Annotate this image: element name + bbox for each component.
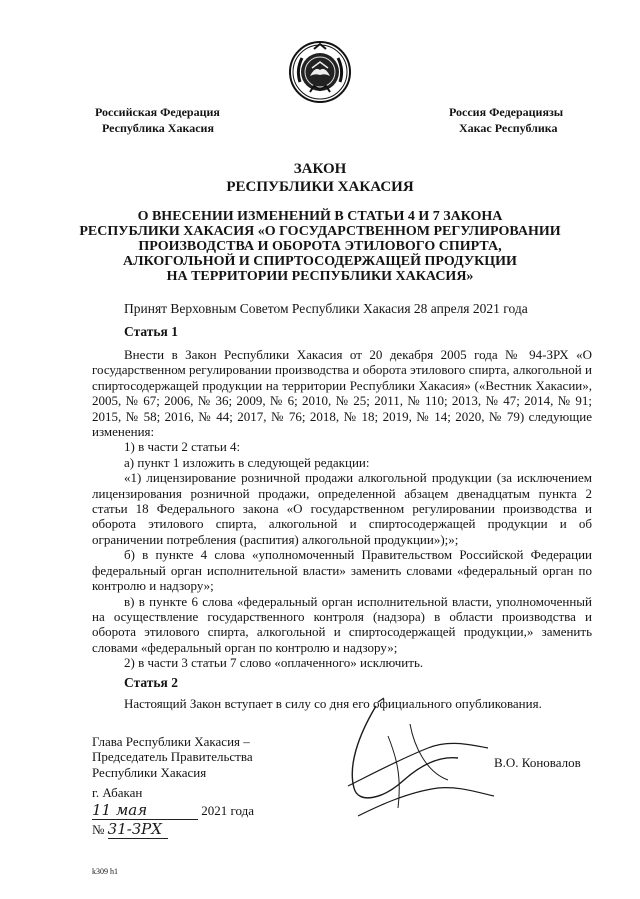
article2-heading: Статья 2 xyxy=(124,675,178,690)
article1-body xyxy=(92,347,592,671)
signatory-name: В.О. Коновалов xyxy=(494,755,581,770)
header-right-line2: Хакас Республика xyxy=(459,121,558,135)
footer-code: k309 h1 xyxy=(92,867,118,876)
header-left xyxy=(95,104,220,136)
article1-item1c: в) в пункте 6 слова «федеральный орган исполнительной власти, уполномоченный на осуществление государственного контроля (надзора) в области производства и оборота этилового спирта, алкогольной и спиртосодержащей продукции,» заменить словами «федеральный орган по контролю и надзору»; xyxy=(92,593,592,655)
law-title-line: ПРОИЗВОДСТВА И ОБОРОТА ЭТИЛОВОГО СПИРТА, xyxy=(138,239,502,254)
law-title xyxy=(60,209,580,284)
law-title-line: РЕСПУБЛИКИ ХАКАСИЯ «О ГОСУДАРСТВЕННОМ РЕГУЛИРОВАНИИ xyxy=(79,224,561,239)
header-left-line2: Республика Хакасия xyxy=(102,121,214,135)
header-right xyxy=(449,104,563,136)
article1-item1b: б) в пункте 4 слова «уполномоченный Правительством Российской Федерации федеральный орган исполнительной власти» заменить словами «федеральный орган по контролю и надзору»; xyxy=(92,547,592,594)
signatory-position-line: Председатель Правительства xyxy=(92,749,253,765)
signatory-position xyxy=(92,734,253,780)
doc-type-title: ЗАКОН xyxy=(293,161,347,177)
article1-item1a-text: «1) лицензирование розничной продажи алкогольной продукции (за исключением лицензирования розничной продажи, определенной абзацем двенадцатым пункта 2 статьи 18 Федерального закона «О государственном регулировании производства и оборота этилового спирта, алкогольной и спиртосодержащей продукции и об ограничении потребления (распития) алкогольной продукции»);»; xyxy=(92,470,592,547)
article1-intro: Внести в Закон Республики Хакасия от 20 декабря 2005 года № 94-ЗРХ «О государственном регулировании производства и оборота этилового спирта, алкогольной и спиртосодержащей продукции на территории Республики Хакасия» («Вестник Хакасии», 2005, № 67; 2006, № 36; 2009, № 6; 2010, № 25; 2011, № 110; 2013, № 47; 2014, № 91; 2015, № 58; 2016, № 44; 2017, № 76; 2018, № 18; 2019, № 14; 2020, № 79) следующие изменения: xyxy=(92,347,592,440)
law-title-line: НА ТЕРРИТОРИИ РЕСПУБЛИКИ ХАКАСИЯ» xyxy=(166,269,474,284)
place-of-signing: г. Абакан xyxy=(92,785,143,800)
handwritten-date: 11 мая xyxy=(92,801,198,820)
article2-text: Настоящий Закон вступает в силу со дня его официального опубликования. xyxy=(124,696,542,711)
article1-item1a: а) пункт 1 изложить в следующей редакции: xyxy=(124,454,370,470)
header-right-line1: Россия Федерациязы xyxy=(449,105,564,119)
law-number xyxy=(92,820,168,839)
coat-of-arms-emblem xyxy=(288,40,352,104)
handwritten-number: 31-ЗРХ xyxy=(108,820,168,839)
article1-item2: 2) в части 3 статьи 7 слово «оплаченного» исключить. xyxy=(124,655,424,671)
signing-date xyxy=(92,801,254,820)
signatory-position-line: Республики Хакасия xyxy=(92,764,207,780)
law-number-prefix: № xyxy=(92,822,105,837)
law-title-line: АЛКОГОЛЬНОЙ И СПИРТОСОДЕРЖАЩЕЙ ПРОДУКЦИИ xyxy=(123,254,517,269)
article1-item1: 1) в части 2 статьи 4: xyxy=(124,439,241,455)
header-left-line1: Российская Федерация xyxy=(95,105,220,119)
law-title-line: О ВНЕСЕНИИ ИЗМЕНЕНИЙ В СТАТЬИ 4 И 7 ЗАКОНА xyxy=(137,209,503,224)
date-year: 2021 года xyxy=(201,803,255,818)
doc-republic-title: РЕСПУБЛИКИ ХАКАСИЯ xyxy=(226,179,414,195)
signatory-position-line: Глава Республики Хакасия – xyxy=(92,734,250,749)
article1-heading: Статья 1 xyxy=(124,324,178,339)
handwritten-signature xyxy=(318,696,508,826)
adoption-note: Принят Верховным Советом Республики Хакасия 28 апреля 2021 года xyxy=(124,301,528,316)
